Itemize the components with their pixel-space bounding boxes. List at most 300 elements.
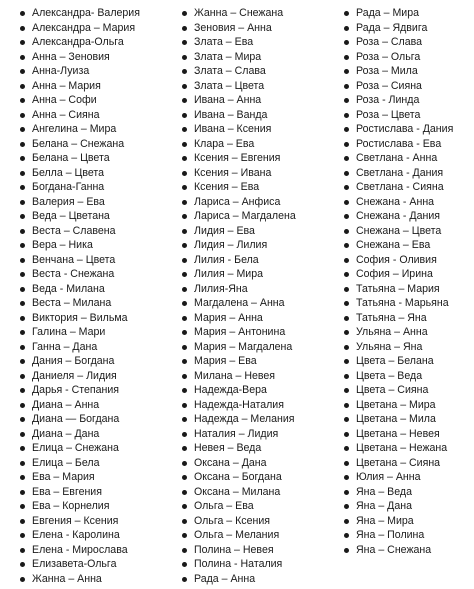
list-item — [18, 35, 178, 50]
bullet-icon — [344, 475, 349, 480]
list-item — [180, 79, 340, 94]
list-item — [342, 282, 474, 297]
name-pair-text: Клара – Ева — [194, 137, 255, 150]
list-item — [18, 122, 178, 137]
list-item — [342, 514, 474, 529]
list-item — [180, 325, 340, 340]
name-pair-text: Галина – Мари — [32, 326, 106, 338]
list-item — [180, 21, 340, 36]
name-pair-text: Лидия – Ева — [194, 224, 255, 237]
name-pair-text: Ростислава - Дания — [356, 123, 454, 135]
bullet-icon — [20, 214, 25, 219]
list-item — [18, 195, 178, 210]
list-item — [18, 412, 178, 427]
name-pair-text: Жанна – Анна — [32, 572, 102, 585]
bullet-icon — [20, 504, 25, 509]
name-pair-text: Яна – Снежана — [356, 543, 432, 556]
name-pair-text: Веда – Цветана — [32, 210, 110, 222]
name-pair-text: Елена - Мирослава — [32, 543, 128, 556]
name-pair-text: Злата – Ева — [194, 36, 254, 48]
bullet-icon — [20, 475, 25, 480]
name-pair-text: Роза – Сияна — [356, 79, 422, 92]
bullet-icon — [344, 243, 349, 248]
name-pair-text: Татьяна – Мария — [356, 282, 440, 295]
list-item — [180, 282, 340, 297]
name-pair-text: Лариса – Магдалена — [194, 210, 296, 222]
list-item — [342, 354, 474, 369]
list-item — [342, 195, 474, 210]
name-pair-text: Мария – Магдалена — [194, 340, 293, 353]
name-pair-text: Дарья - Степания — [32, 384, 120, 396]
bullet-icon — [182, 533, 187, 538]
name-pair-text: Оксана – Богдана — [194, 471, 282, 483]
list-item — [342, 296, 474, 311]
list-item — [180, 166, 340, 181]
list-item — [342, 50, 474, 65]
bullet-icon — [182, 156, 187, 161]
name-pair-text: Ганна – Дана — [32, 340, 98, 353]
list-item — [342, 21, 474, 36]
name-pair-text: Снежана - Дания — [356, 210, 440, 222]
list-item — [342, 122, 474, 137]
bullet-icon — [182, 374, 187, 379]
bullet-icon — [182, 548, 187, 553]
name-pair-text: Лилия-Яна — [194, 282, 248, 295]
name-pair-text: Цветана – Мира — [356, 398, 436, 411]
list-item — [180, 456, 340, 471]
bullet-icon — [344, 504, 349, 509]
bullet-icon — [182, 142, 187, 147]
bullet-icon — [20, 533, 25, 538]
bullet-icon — [20, 316, 25, 321]
name-pair-text: Наталия – Лидия — [194, 427, 279, 440]
name-pair-text: Белана – Цвета — [32, 152, 110, 164]
bullet-icon — [182, 200, 187, 205]
name-pair-text: Валерия – Ева — [32, 195, 105, 208]
name-pair-text: Ивана – Анна — [194, 94, 262, 106]
name-pair-text: Диана – Дана — [32, 427, 100, 440]
bullet-icon — [182, 272, 187, 277]
name-pair-text: Злата – Мира — [194, 50, 262, 63]
list-item — [342, 325, 474, 340]
name-pair-text: Лилия - Бела — [194, 253, 259, 266]
name-pair-text: Ева – Корнелия — [32, 500, 110, 512]
bullet-icon — [20, 490, 25, 495]
list-item — [18, 282, 178, 297]
list-item — [18, 21, 178, 36]
name-pair-text: Елица – Бела — [32, 456, 100, 469]
list-item — [180, 543, 340, 558]
bullet-icon — [344, 214, 349, 219]
list-item — [18, 311, 178, 326]
bullet-icon — [20, 185, 25, 190]
bullet-icon — [344, 229, 349, 234]
name-pair-text: Рада – Мира — [356, 7, 419, 19]
name-pair-text: Надежда – Мелания — [194, 413, 295, 425]
bullet-icon — [182, 577, 187, 582]
list-item — [18, 6, 178, 21]
name-pair-text: Светлана - Дания — [356, 166, 444, 179]
list-item — [180, 180, 340, 195]
list-item — [18, 238, 178, 253]
list-item — [180, 528, 340, 543]
name-pair-text: Ульяна – Анна — [356, 326, 428, 338]
name-pair-text: Анна – Мария — [32, 79, 101, 92]
names-column-1 — [18, 6, 178, 586]
name-pair-text: Жанна – Снежана — [194, 7, 284, 19]
name-pair-text: Венчана – Цвета — [32, 253, 116, 266]
list-item — [180, 499, 340, 514]
name-pair-text: Белана – Снежана — [32, 137, 125, 150]
bullet-icon — [182, 432, 187, 437]
list-item — [180, 209, 340, 224]
bullet-icon — [344, 461, 349, 466]
list-item — [18, 485, 178, 500]
bullet-icon — [344, 374, 349, 379]
name-pair-text: Яна – Мира — [356, 514, 414, 527]
name-pair-text: Светлана - Сияна — [356, 181, 444, 193]
bullet-icon — [182, 446, 187, 451]
name-pair-text: Виктория – Вильма — [32, 311, 128, 324]
name-pair-text: Диана – Анна — [32, 398, 100, 411]
list-item — [342, 427, 474, 442]
list-item — [342, 383, 474, 398]
bullet-icon — [20, 548, 25, 553]
bullet-icon — [20, 69, 25, 74]
bullet-icon — [182, 171, 187, 176]
bullet-icon — [20, 403, 25, 408]
name-pair-text: Дания – Богдана — [32, 355, 115, 367]
bullet-icon — [344, 113, 349, 118]
name-pair-text: Веда - Милана — [32, 282, 105, 295]
list-item — [342, 108, 474, 123]
list-item — [180, 6, 340, 21]
list-item — [180, 572, 340, 587]
list-item — [342, 499, 474, 514]
name-pair-text: Богдана-Ганна — [32, 181, 105, 193]
list-item — [18, 514, 178, 529]
name-pair-text: Ульяна – Яна — [356, 340, 423, 353]
list-item — [18, 267, 178, 282]
list-item — [18, 470, 178, 485]
name-pair-text: Цвета – Веда — [356, 369, 423, 382]
name-pair-text: Елизавета-Ольга — [32, 558, 117, 570]
bullet-icon — [344, 185, 349, 190]
bullet-icon — [344, 388, 349, 393]
name-pair-text: Мария – Ева — [194, 355, 257, 367]
name-pair-text: Ксения – Ивана — [194, 166, 272, 179]
bullet-icon — [20, 345, 25, 350]
name-pair-text: Елица – Снежана — [32, 442, 119, 454]
list-item — [180, 296, 340, 311]
name-pair-text: Светлана - Анна — [356, 152, 438, 164]
name-pair-text: Александра- Валерия — [32, 7, 140, 19]
list-item — [180, 35, 340, 50]
list-item — [180, 50, 340, 65]
name-pair-text: Ольга – Ксения — [194, 514, 270, 527]
list-item — [342, 238, 474, 253]
name-pair-text: Анна-Луиза — [32, 65, 90, 77]
name-pair-text: Роза – Слава — [356, 36, 423, 48]
list-item — [18, 557, 178, 572]
name-pair-text: Юлия – Анна — [356, 471, 421, 483]
list-item — [180, 137, 340, 152]
list-item — [342, 35, 474, 50]
name-pair-text: Ксения – Евгения — [194, 152, 281, 164]
bullet-icon — [20, 243, 25, 248]
bullet-icon — [20, 258, 25, 263]
list-item — [18, 209, 178, 224]
name-pair-text: Снежана – Цвета — [356, 224, 442, 237]
bullet-icon — [20, 156, 25, 161]
names-column-2 — [180, 6, 340, 586]
list-item — [18, 340, 178, 355]
list-item — [180, 383, 340, 398]
list-item — [180, 311, 340, 326]
bullet-icon — [344, 417, 349, 422]
list-item — [18, 398, 178, 413]
bullet-icon — [344, 258, 349, 263]
name-pair-text: Даниеля – Лидия — [32, 369, 117, 382]
name-pair-text: Цветана – Нежана — [356, 442, 448, 454]
list-item — [18, 180, 178, 195]
name-pair-text: Ева – Евгения — [32, 485, 102, 498]
bullet-icon — [344, 98, 349, 103]
bullet-icon — [182, 214, 187, 219]
name-pair-text: Оксана – Милана — [194, 485, 281, 498]
bullet-icon — [20, 142, 25, 147]
bullet-icon — [344, 127, 349, 132]
bullet-icon — [182, 330, 187, 335]
name-pair-text: Цветана – Невея — [356, 427, 440, 440]
list-item — [342, 441, 474, 456]
name-pair-text: Цветана – Мила — [356, 413, 436, 425]
list-item — [180, 369, 340, 384]
list-item — [18, 427, 178, 442]
bullet-icon — [182, 127, 187, 132]
name-pair-text: Ольга – Мелания — [194, 529, 280, 541]
name-pair-text: Ростислава - Ева — [356, 137, 442, 150]
bullet-icon — [344, 519, 349, 524]
list-item — [180, 267, 340, 282]
bullet-icon — [344, 69, 349, 74]
bullet-icon — [344, 330, 349, 335]
bullet-icon — [344, 403, 349, 408]
name-pair-text: Белла – Цвета — [32, 166, 105, 179]
name-pair-text: Рада – Ядвига — [356, 21, 428, 34]
name-pair-text: Мария – Антонина — [194, 326, 286, 338]
name-pair-text: Яна – Веда — [356, 485, 412, 498]
bullet-icon — [182, 519, 187, 524]
name-pair-text: Надежда-Вера — [194, 384, 267, 396]
list-item — [18, 528, 178, 543]
name-pair-text: Невея – Веда — [194, 442, 262, 454]
bullet-icon — [182, 316, 187, 321]
bullet-icon — [344, 446, 349, 451]
list-item — [180, 340, 340, 355]
name-pair-text: Надежда-Наталия — [194, 398, 284, 411]
name-pair-text: Ангелина – Мира — [32, 123, 117, 135]
list-item — [18, 50, 178, 65]
bullet-icon — [344, 359, 349, 364]
list-item — [18, 354, 178, 369]
list-item — [18, 296, 178, 311]
list-item — [342, 528, 474, 543]
name-pair-text: Елена - Каролина — [32, 529, 120, 541]
name-pair-text: Роза – Ольга — [356, 50, 421, 63]
list-item — [180, 253, 340, 268]
bullet-icon — [20, 446, 25, 451]
list-item — [180, 151, 340, 166]
bullet-icon — [20, 562, 25, 567]
bullet-icon — [344, 287, 349, 292]
name-pair-text: Роза – Мила — [356, 65, 418, 77]
list-item — [342, 64, 474, 79]
bullet-icon — [182, 243, 187, 248]
name-pair-text: Лилия – Мира — [194, 268, 264, 280]
list-item — [180, 470, 340, 485]
name-pair-text: Ивана – Ванда — [194, 108, 268, 121]
list-item — [342, 398, 474, 413]
list-item — [342, 470, 474, 485]
list-item — [18, 441, 178, 456]
bullet-icon — [20, 432, 25, 437]
bullet-icon — [20, 113, 25, 118]
bullet-icon — [20, 127, 25, 132]
list-item — [18, 137, 178, 152]
name-pair-text: Цвета – Сияна — [356, 384, 429, 396]
list-item — [18, 456, 178, 471]
list-item — [342, 267, 474, 282]
bullet-icon — [20, 200, 25, 205]
name-pair-text: Александра – Мария — [32, 21, 136, 34]
name-pair-text: Полина - Наталия — [194, 558, 283, 570]
name-pair-text: Вера – Ника — [32, 239, 93, 251]
list-item — [342, 369, 474, 384]
bullet-icon — [182, 388, 187, 393]
list-item — [18, 93, 178, 108]
bullet-icon — [182, 301, 187, 306]
name-pair-text: Ева – Мария — [32, 471, 95, 483]
name-pair-text: Магдалена – Анна — [194, 297, 285, 309]
bullet-icon — [20, 171, 25, 176]
list-item — [18, 499, 178, 514]
bullet-icon — [20, 301, 25, 306]
name-pair-text: Александра-Ольга — [32, 36, 124, 48]
bullet-icon — [182, 113, 187, 118]
bullet-icon — [182, 185, 187, 190]
list-item — [18, 325, 178, 340]
bullet-icon — [182, 11, 187, 16]
name-pair-text: Веста - Снежана — [32, 268, 115, 280]
bullet-icon — [182, 490, 187, 495]
name-pair-text: Евгения – Ксения — [32, 514, 119, 527]
bullet-icon — [182, 475, 187, 480]
name-pair-text: Оксана – Дана — [194, 456, 267, 469]
list-item — [18, 166, 178, 181]
bullet-icon — [20, 519, 25, 524]
name-pair-text: Рада – Анна — [194, 572, 256, 585]
list-item — [180, 485, 340, 500]
list-item — [180, 64, 340, 79]
list-item — [342, 79, 474, 94]
bullet-icon — [344, 11, 349, 16]
list-item — [342, 253, 474, 268]
list-item — [18, 224, 178, 239]
name-pair-text: Ксения – Ева — [194, 181, 260, 193]
name-pair-text: Яна – Дана — [356, 500, 412, 512]
names-column-3 — [342, 6, 474, 557]
name-pair-text: Анна – Сияна — [32, 108, 100, 121]
list-item — [180, 412, 340, 427]
list-item — [180, 557, 340, 572]
list-item — [180, 441, 340, 456]
list-item — [180, 195, 340, 210]
list-item — [18, 108, 178, 123]
bullet-icon — [20, 359, 25, 364]
bullet-icon — [20, 11, 25, 16]
bullet-icon — [344, 84, 349, 89]
list-item — [18, 369, 178, 384]
bullet-icon — [20, 577, 25, 582]
list-item — [342, 151, 474, 166]
bullet-icon — [182, 69, 187, 74]
list-item — [18, 79, 178, 94]
list-item — [342, 180, 474, 195]
bullet-icon — [344, 548, 349, 553]
name-pair-text: Злата – Цвета — [194, 79, 265, 92]
bullet-icon — [20, 388, 25, 393]
list-item — [18, 543, 178, 558]
bullet-icon — [20, 287, 25, 292]
bullet-icon — [344, 316, 349, 321]
bullet-icon — [182, 84, 187, 89]
name-pair-text: Ольга – Ева — [194, 500, 254, 512]
list-item — [342, 93, 474, 108]
list-item — [18, 151, 178, 166]
name-pair-text: Зеновия – Анна — [194, 21, 272, 34]
name-pairs-list — [0, 6, 474, 586]
bullet-icon — [182, 229, 187, 234]
bullet-icon — [20, 55, 25, 60]
list-item — [18, 572, 178, 587]
bullet-icon — [344, 432, 349, 437]
bullet-icon — [344, 345, 349, 350]
name-pair-text: Полина – Невея — [194, 543, 274, 556]
list-item — [342, 311, 474, 326]
list-item — [180, 514, 340, 529]
name-pair-text: Роза – Цвета — [356, 108, 421, 121]
bullet-icon — [20, 229, 25, 234]
list-item — [342, 456, 474, 471]
bullet-icon — [20, 272, 25, 277]
name-pair-text: Цвета – Белана — [356, 355, 434, 367]
name-pair-text: Злата – Слава — [194, 65, 266, 77]
bullet-icon — [182, 562, 187, 567]
name-pair-text: Татьяна – Яна — [356, 311, 427, 324]
bullet-icon — [182, 258, 187, 263]
list-item — [342, 340, 474, 355]
bullet-icon — [20, 374, 25, 379]
list-item — [342, 166, 474, 181]
name-pair-text: Анна – Софи — [32, 94, 97, 106]
bullet-icon — [182, 359, 187, 364]
name-pair-text: Татьяна - Марьяна — [356, 297, 449, 309]
bullet-icon — [182, 403, 187, 408]
list-item — [342, 209, 474, 224]
name-pair-text: Цветана – Сияна — [356, 456, 441, 469]
list-item — [342, 543, 474, 558]
